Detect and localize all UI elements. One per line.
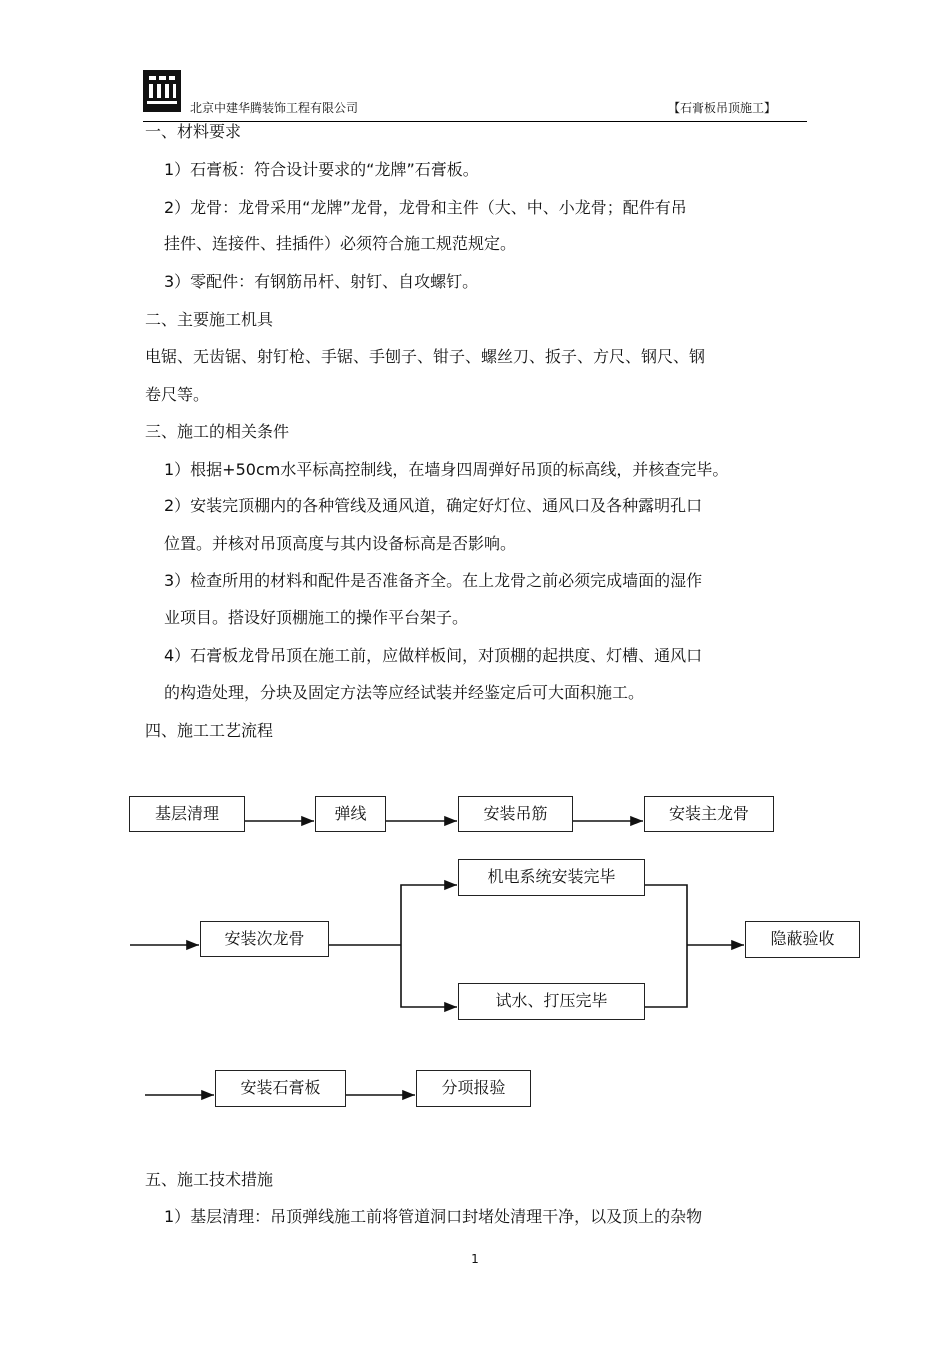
flow-step-main-keel: 安装主龙骨	[644, 796, 774, 832]
paragraph-line: 2）安装完顶棚内的各种管线及通风道，确定好灯位、通风口及各种露明孔口	[164, 496, 703, 515]
flow-step-subitem-inspection: 分项报验	[416, 1070, 531, 1107]
header-document-title: 【石膏板吊顶施工】	[668, 101, 777, 115]
section-heading-process-flow: 四、施工工艺流程	[145, 721, 274, 740]
paragraph-line: 1）基层清理：吊顶弹线施工前将管道洞口封堵处清理干净，以及顶上的杂物	[164, 1207, 703, 1226]
flow-step-gypsum-board: 安装石膏板	[215, 1070, 346, 1107]
paragraph-line: 3）检查所用的材料和配件是否准备齐全。在上龙骨之前必须完成墙面的湿作	[164, 571, 703, 590]
paragraph-line: 电锯、无齿锯、射钉枪、手锯、手刨子、钳子、螺丝刀、扳子、方尺、钢尺、钢	[145, 347, 706, 366]
flow-arrow	[401, 945, 457, 1007]
paragraph-line: 4）石膏板龙骨吊顶在施工前，应做样板间，对顶棚的起拱度、灯槽、通风口	[164, 646, 703, 665]
flow-step-mep-complete: 机电系统安装完毕	[458, 859, 645, 896]
flow-step-base-cleaning: 基层清理	[129, 796, 245, 832]
section-heading-materials: 一、材料要求	[145, 122, 242, 141]
section-heading-technical-measures: 五、施工技术措施	[145, 1170, 274, 1189]
flow-step-hanger-install: 安装吊筋	[458, 796, 573, 832]
flow-connector	[645, 885, 687, 1007]
paragraph-line: 位置。并核对吊顶高度与其内设备标高是否影响。	[164, 534, 517, 553]
paragraph-line: 业项目。搭设好顶棚施工的操作平台架子。	[164, 608, 469, 627]
header-company-name: 北京中建华腾装饰工程有限公司	[190, 101, 359, 115]
page-number: 1	[471, 1252, 479, 1266]
section-heading-tools: 二、主要施工机具	[145, 310, 274, 329]
paragraph-line: 1）根据+50cm水平标高控制线，在墙身四周弹好吊顶的标高线，并核查完毕。	[164, 460, 729, 479]
paragraph-line: 卷尺等。	[145, 385, 210, 404]
flow-step-snap-line: 弹线	[315, 796, 386, 832]
flow-step-pressure-test: 试水、打压完毕	[458, 983, 645, 1020]
paragraph-line: 的构造处理，分块及固定方法等应经试装并经鉴定后可大面积施工。	[164, 683, 645, 702]
flow-arrow	[401, 885, 457, 945]
paragraph-line: 2）龙骨：龙骨采用“龙牌”龙骨，龙骨和主件（大、中、小龙骨；配件有吊	[164, 198, 687, 217]
flow-step-secondary-keel: 安装次龙骨	[200, 921, 329, 957]
paragraph-line: 1）石膏板：符合设计要求的“龙牌”石膏板。	[164, 160, 479, 179]
section-heading-conditions: 三、施工的相关条件	[145, 422, 290, 441]
paragraph-line: 挂件、连接件、挂插件）必须符合施工规范规定。	[164, 234, 517, 253]
paragraph-line: 3）零配件：有钢筋吊杆、射钉、自攻螺钉。	[164, 272, 479, 291]
flow-step-concealed-inspection: 隐蔽验收	[745, 921, 860, 958]
